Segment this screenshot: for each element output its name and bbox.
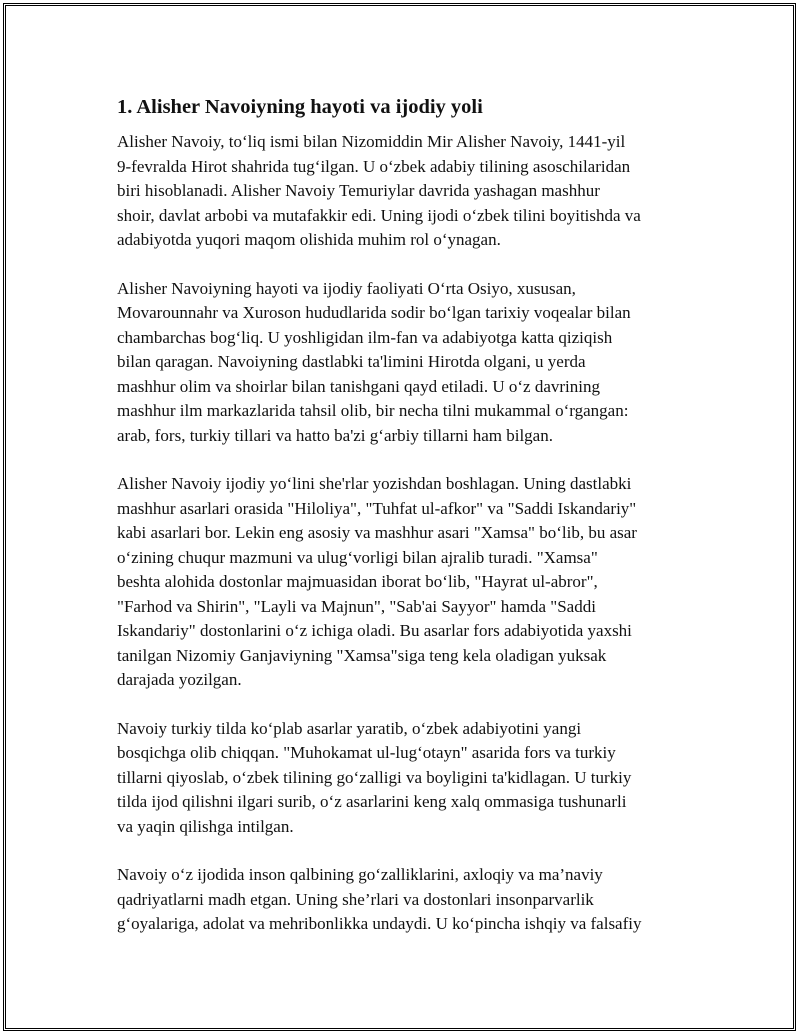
text-line: qadriyatlarni madh etgan. Uning she’rlari va dostonlari insonparvarlik xyxy=(117,889,594,909)
paragraph-2 xyxy=(117,277,689,449)
text-line: 9-fevralda Hirot shahrida tug‘ilgan. U o‘zbek adabiy tilining asoschilaridan xyxy=(117,156,631,176)
text-line: shoir, davlat arbobi va mutafakkir edi. Uning ijodi o‘zbek tilini boyitishda va xyxy=(117,205,641,225)
text-line: chambarchas bog‘liq. U yoshligidan ilm-fan va adabiyotga katta qiziqish xyxy=(117,327,613,347)
text-line: tanilgan Nizomiy Ganjaviyning "Xamsa"siga teng kela oladigan yuksak xyxy=(117,645,607,665)
text-line: beshta alohida dostonlar majmuasidan iborat bo‘lib, "Hayrat ul-abror", xyxy=(117,572,598,591)
paragraph-1 xyxy=(117,130,689,253)
text-line: g‘oyalariga, adolat va mehribonlikka undaydi. U ko‘pincha ishqiy va falsafiy xyxy=(117,914,642,933)
text-line: Alisher Navoiyning hayoti va ijodiy faoliyati O‘rta Osiyo, xususan, xyxy=(117,278,576,298)
text-line: va yaqin qilishga intilgan. xyxy=(117,816,294,836)
text-line: Alisher Navoiy, to‘liq ismi bilan Nizomiddin Mir Alisher Navoiy, 1441-yil xyxy=(117,132,626,151)
text-line: "Farhod va Shirin", "Layli va Majnun", "Sab'ai Sayyor" hamda "Saddi xyxy=(117,596,596,616)
paragraph-5 xyxy=(117,863,689,937)
text-line: Alisher Navoiy ijodiy yo‘lini she'rlar yozishdan boshlagan. Uning dastlabki xyxy=(117,474,632,493)
text-line: bilan qaragan. Navoiyning dastlabki ta'limini Hirotda olgani, u yerda xyxy=(117,352,586,371)
text-line: mashhur olim va shoirlar bilan tanishgani qayd etiladi. U o‘z davrining xyxy=(117,376,600,396)
text-line: arab, fors, turkiy tillari va hatto ba'zi g‘arbiy tillarni ham bilgan. xyxy=(117,425,553,445)
paragraph-3 xyxy=(117,472,689,693)
text-line: Movarounnahr va Xuroson hududlarida sodir bo‘lgan tarixiy voqealar bilan xyxy=(117,303,631,322)
text-line: o‘zining chuqur mazmuni va ulug‘vorligi bilan ajralib turadi. "Xamsa" xyxy=(117,547,598,567)
text-line: Iskandariy" dostonlarini o‘z ichiga oladi. Bu asarlar fors adabiyotida yaxshi xyxy=(117,621,632,640)
section-heading: 1. Alisher Navoiyning hayoti va ijodiy yoli xyxy=(117,96,483,118)
text-line: adabiyotda yuqori maqom olishida muhim rol o‘ynagan. xyxy=(117,230,501,249)
text-line: Navoiy o‘z ijodida inson qalbining go‘zalliklarini, axloqiy va ma’naviy xyxy=(117,865,603,884)
text-line: darajada yozilgan. xyxy=(117,670,242,689)
text-line: mashhur asarlari orasida "Hiloliya", "Tuhfat ul-afkor" va "Saddi Iskandariy" xyxy=(117,498,637,518)
text-line: biri hisoblanadi. Alisher Navoiy Temuriylar davrida yashagan mashhur xyxy=(117,181,600,200)
paragraph-4 xyxy=(117,717,689,840)
text-line: bosqichga olib chiqqan. "Muhokamat ul-lug‘otayn" asarida fors va turkiy xyxy=(117,743,616,762)
text-line: tillarni qiyoslab, o‘zbek tilining go‘zalligi va boyligini ta'kidlagan. U turkiy xyxy=(117,767,632,787)
text-line: Navoiy turkiy tilda ko‘plab asarlar yaratib, o‘zbek adabiyotini yangi xyxy=(117,718,582,738)
text-line: kabi asarlari bor. Lekin eng asosiy va mashhur asari "Xamsa" bo‘lib, bu asar xyxy=(117,523,637,542)
document-body xyxy=(117,93,689,961)
text-line: mashhur ilm markazlarida tahsil olib, bir necha tilni mukammal o‘rgangan: xyxy=(117,401,629,420)
text-line: tilda ijod qilishni ilgari surib, o‘z asarlarini keng xalq ommasiga tushunarli xyxy=(117,792,627,811)
